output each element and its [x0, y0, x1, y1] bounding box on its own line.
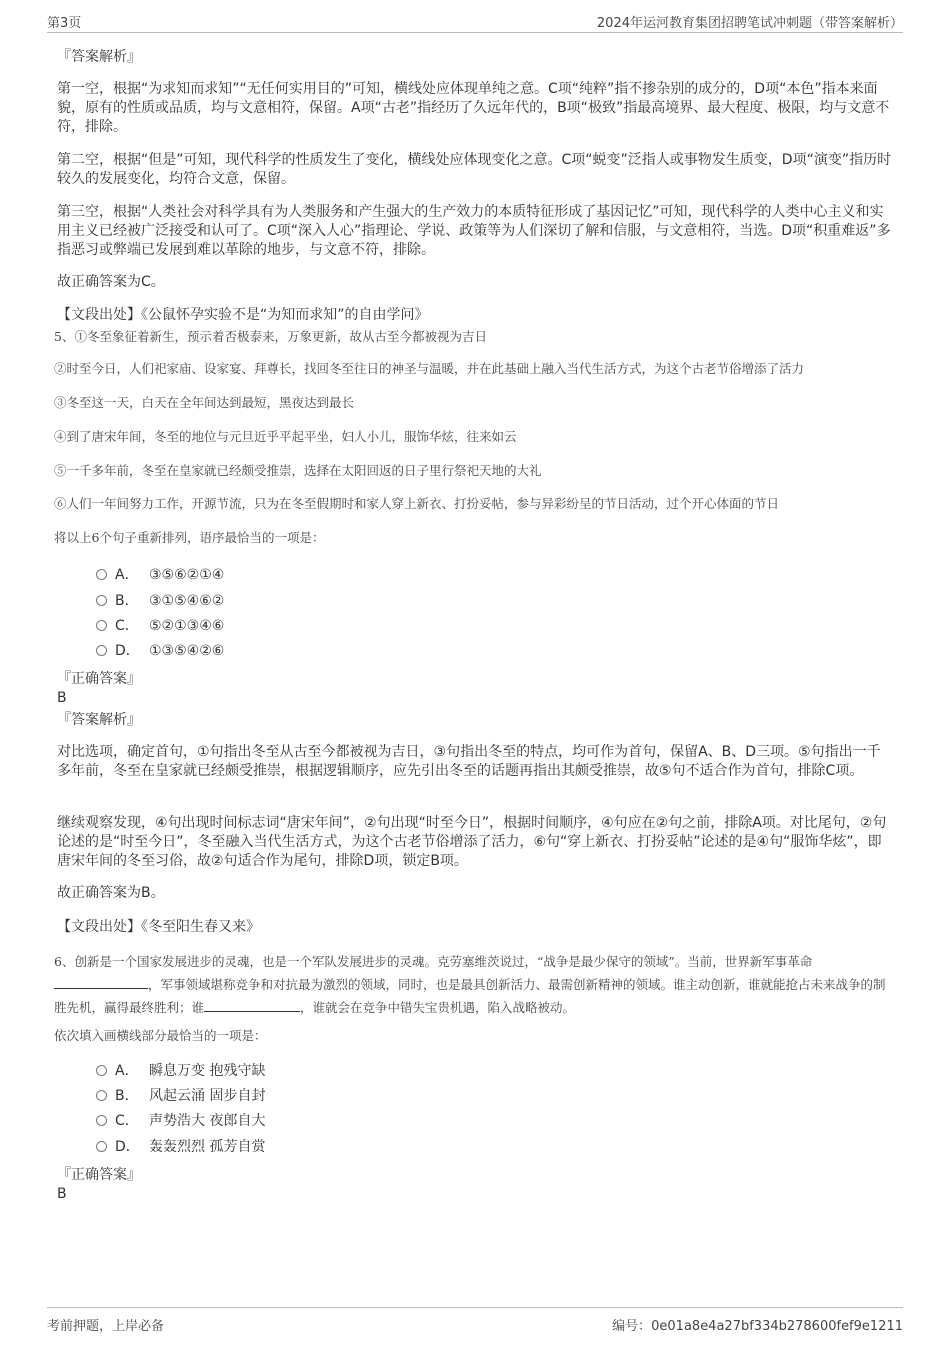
q5-sentence-3: ③冬至这一天，白天在全年间达到最短，黑夜达到最长 [54, 395, 355, 410]
radio-icon[interactable] [96, 569, 107, 580]
document-title: 2024年运河教育集团招聘笔试冲刺题（带答案解析） [596, 16, 903, 31]
q5-answer: B [57, 690, 67, 706]
q5-source: 【文段出处】《冬至阳生春又来》 [57, 919, 260, 935]
radio-icon[interactable] [96, 620, 107, 631]
page-header [47, 8, 903, 33]
q6-option-c[interactable]: C． 声势浩大 夜郎自大 [96, 1112, 265, 1131]
q5-sentence-6: ⑥人们一年间努力工作，开源节流，只为在冬至假期时和家人穿上新衣、打扮妥帖，参与异彩纷呈的节日活动，过个开心体面的节日 [54, 496, 780, 511]
q4-analysis-para3: 第三空，根据“人类社会对科学具有为人类服务和产生强大的生产效力的本质特征形成了基因记忆”可知，现代科学的人类中心主义和实用主义已经被广泛接受和认可了。C项“深入人心”指理论、学说、政策等为人们深切了解和信服，与文意相符，当选。D项“积重难返”多指恶习或弊端已发展到难以革除的地步，与文意不符，排除。 [57, 204, 891, 258]
radio-icon[interactable] [96, 645, 107, 656]
q5-answer-label: 『正确答案』 [57, 671, 141, 687]
radio-icon[interactable] [96, 1090, 107, 1101]
q5-option-c[interactable]: C． ⑤②①③④⑥ [96, 617, 224, 636]
radio-icon[interactable] [96, 1115, 107, 1126]
q6-answer-label: 『正确答案』 [57, 1167, 141, 1183]
q5-analysis-label: 『答案解析』 [57, 712, 141, 728]
q5-conclusion: 故正确答案为B。 [57, 885, 165, 901]
q4-source: 【文段出处】《公鼠怀孕实验不是“为知而求知”的自由学问》 [57, 307, 429, 323]
page-number: 第3页 [47, 16, 82, 31]
footer-slogan: 考前押题，上岸必备 [47, 1319, 165, 1334]
q4-analysis-para1: 第一空，根据“为求知而求知”“无任何实用目的”可知，横线处应体现单纯之意。C项“纯粹”指不掺杂别的成分的，D项“本色”指本来面貌，原有的性质或品质，均与文意相符，保留。A项“古老”指经历了久远年代的，B项“极致”指最高境界、最大程度、极限，均与文意不符，排除。 [57, 81, 890, 135]
document-id: 编号：0e01a8e4a27bf334b278600fef9e1211 [612, 1319, 903, 1334]
page-footer [47, 1307, 903, 1338]
q5-sentence-1: 5、①冬至象征着新生，预示着否极泰来，万象更新，故从古至今都被视为吉日 [54, 329, 487, 344]
q5-option-d[interactable]: D． ①③⑤④②⑥ [96, 642, 224, 661]
radio-icon[interactable] [96, 1141, 107, 1152]
q6-option-a[interactable]: A． 瞬息万变 抱残守缺 [96, 1062, 265, 1081]
q5-analysis-para2: 继续观察发现，④句出现时间标志词“唐宋年间”，②句出现“时至今日”，根据时间顺序，④句应在②句之前，排除A项。对比尾句，②句论述的是“时至今日”，冬至融入当代生活方式，为这个古老节俗增添了活力，⑥句“穿上新衣、打扮妥帖”论述的是④句“服饰华炫”，即唐宋年间的冬至习俗，故②句适合作为尾句，排除D项，锁定B项。 [57, 815, 887, 869]
q5-prompt: 将以上6个句子重新排列，语序最恰当的一项是： [54, 530, 325, 545]
radio-icon[interactable] [96, 1065, 107, 1076]
q5-sentence-5: ⑤一千多年前，冬至在皇家就已经颇受推崇，选择在太阳回返的日子里行祭祀天地的大礼 [54, 463, 542, 478]
blank-2 [204, 999, 300, 1012]
q6-prompt: 依次填入画横线部分最恰当的一项是： [54, 1028, 267, 1043]
q5-sentence-2: ②时至今日，人们祀家庙、设家宴、拜尊长，找回冬至往日的神圣与温暖，并在此基础上融入当代生活方式，为这个古老节俗增添了活力 [54, 361, 805, 376]
q6-option-d[interactable]: D． 轰轰烈烈 孤芳自赏 [96, 1138, 265, 1157]
q4-conclusion: 故正确答案为C。 [57, 274, 165, 290]
q4-analysis-para2: 第二空，根据“但是”可知，现代科学的性质发生了变化，横线处应体现变化之意。C项“蜕变”泛指人或事物发生质变，D项“演变”指历时较久的发展变化，均符合文意，保留。 [57, 152, 892, 187]
q5-sentence-4: ④到了唐宋年间，冬至的地位与元旦近乎平起平坐，妇人小儿，服饰华炫，往来如云 [54, 429, 517, 444]
q6-answer: B [57, 1186, 67, 1202]
blank-1 [54, 976, 148, 989]
q6-option-b[interactable]: B． 风起云涌 固步自封 [96, 1087, 265, 1106]
radio-icon[interactable] [96, 595, 107, 606]
q5-option-b[interactable]: B． ③①⑤④⑥② [96, 592, 224, 611]
q5-option-a[interactable]: A． ③⑤⑥②①④ [96, 566, 224, 585]
q6-stem: 6、创新是一个国家发展进步的灵魂，也是一个军队发展进步的灵魂。克劳塞维茨说过，“战争是最少保守的领域”。当前，世界新军事革命 ，军事领域堪称竞争和对抗最为激烈的领域，同时，也是最具创新活力、最需创新精神的领域。谁主动创新，谁就能抢占未来战争的制胜先机，赢得最终胜利；谁 ，谁就会在竞争中错失宝贵机遇，陷入战略被动。 [54, 954, 886, 1015]
q5-analysis-para1: 对比选项，确定首句，①句指出冬至从古至今都被视为吉日，③句指出冬至的特点，均可作为首句，保留A、B、D三项。⑤句指出一千多年前，冬至在皇家就已经颇受推崇，根据逻辑顺序，应先引出冬至的话题再指出其颇受推崇，故⑤句不适合作为首句，排除C项。 [57, 744, 881, 779]
q4-analysis-label: 『答案解析』 [57, 49, 141, 65]
